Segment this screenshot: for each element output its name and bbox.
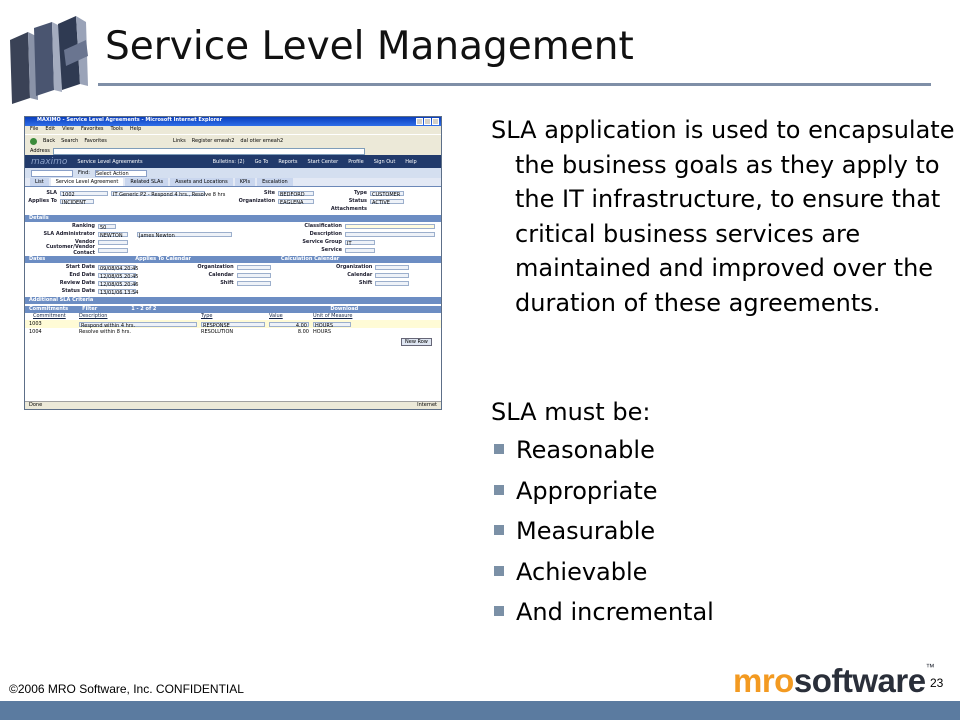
row2-value: 8.00 (297, 329, 309, 335)
row1-uom[interactable]: HOURS (313, 322, 351, 327)
favorites-button[interactable]: Favorites (84, 138, 107, 144)
ie-toolbar (25, 134, 441, 147)
calc-calendar-field[interactable] (375, 273, 409, 278)
additional-criteria-header[interactable]: Additional SLA Criteria (25, 297, 441, 304)
vendor-label: Vendor (74, 239, 95, 245)
admin-field[interactable]: NEWTON (98, 232, 128, 237)
app-tabs (25, 178, 441, 187)
ie-menu-bar (25, 126, 441, 134)
start-date-label: Start Date (65, 264, 95, 270)
vendor-field[interactable] (98, 240, 128, 245)
new-row-button[interactable]: New Row (401, 338, 432, 346)
paging-label: 1 - 2 of 2 (131, 306, 157, 312)
row1-description[interactable]: Respond within 4 hrs. (79, 322, 197, 327)
find-input[interactable] (31, 170, 73, 177)
link-otier[interactable]: dal otier emeah2 (240, 138, 284, 144)
bulletins-link[interactable]: Bulletins: (2) (212, 158, 245, 165)
col-value[interactable]: Value (269, 313, 283, 319)
status-field[interactable]: ACTIVE (370, 199, 404, 204)
copyright-notice: ©2006 MRO Software, Inc. CONFIDENTIAL (9, 682, 244, 696)
ie-status-bar (25, 401, 441, 409)
menu-favorites[interactable]: Favorites (80, 126, 104, 132)
maximo-logo: maximo (31, 156, 68, 167)
bullet-appropriate: Appropriate (516, 476, 658, 505)
find-label: Find: (78, 170, 90, 176)
maximo-header (25, 155, 441, 168)
applies-shift-label: Shift (220, 280, 234, 286)
status-date-field[interactable]: 13/01/06 13:54 (100, 289, 139, 296)
ranking-label: Ranking (72, 223, 95, 229)
col-uom[interactable]: Unit of Measure (313, 313, 353, 319)
close-icon[interactable] (432, 118, 439, 125)
applies-label: Applies To (28, 198, 57, 204)
window-title: MAXIMO - Service Level Agreements - Microsoft Internet Explorer (37, 117, 223, 123)
header-fields (25, 189, 441, 213)
page-number: 23 (930, 676, 944, 690)
review-date-field[interactable]: 12/08/05 20:46 (100, 281, 139, 288)
calc-shift-label: Shift (358, 280, 373, 286)
dates-heading: Dates (29, 256, 46, 262)
help-link[interactable]: Help (405, 158, 417, 165)
calc-org-label: Organization (336, 264, 373, 270)
applies-org-field[interactable] (237, 265, 271, 270)
window-buttons (416, 118, 439, 125)
search-button[interactable]: Search (61, 138, 79, 144)
link-register[interactable]: Register emeah2 (191, 138, 235, 144)
menu-help[interactable]: Help (129, 126, 142, 132)
row2-type: RESOLUTION (201, 329, 234, 335)
ranking-field[interactable]: 50 (98, 224, 116, 229)
row1-type[interactable]: RESPONSE (201, 322, 265, 327)
slide-title: Service Level Management (105, 24, 634, 69)
tab-assets[interactable]: Assets and Locations (170, 178, 233, 186)
start-center-link[interactable]: Start Center (307, 158, 339, 165)
tab-sla[interactable]: Service Level Agreement (51, 178, 124, 186)
service-label: Service (321, 247, 342, 253)
menu-edit[interactable]: Edit (45, 126, 56, 132)
ie-title-bar (25, 117, 441, 126)
sla-desc-field[interactable]: IT Generic P2 - Respond 4 hrs., Resolve 8 hrs (113, 191, 226, 198)
app-title: Service Level Agreements (77, 158, 143, 165)
square-bullet-icon (494, 566, 504, 576)
calc-org-field[interactable] (375, 265, 409, 270)
org-field[interactable]: EAGLENA (278, 199, 314, 204)
list-item (491, 433, 714, 474)
filter-link[interactable]: Filter (82, 306, 98, 312)
site-field[interactable]: BEDFORD (278, 191, 314, 196)
list-item (491, 555, 714, 596)
back-button[interactable]: Back (43, 138, 56, 144)
status-zone: Internet (417, 402, 437, 408)
row2-commitment: 1004 (29, 329, 42, 335)
bullet-reasonable: Reasonable (516, 436, 655, 464)
brand-tm: ™ (925, 662, 935, 672)
select-action[interactable]: Select Action (95, 170, 147, 177)
tab-related[interactable]: Related SLAs (125, 178, 168, 186)
tab-escalation[interactable]: Escalation (257, 178, 293, 186)
row1-commitment: 1003 (29, 321, 42, 327)
classification-label: Classification (304, 223, 342, 229)
status-date-label: Status Date (61, 288, 95, 294)
type-field[interactable]: CUSTOMER (370, 191, 404, 196)
col-type[interactable]: Type (201, 313, 213, 319)
row2-description: Resolve within 8 hrs. (79, 329, 131, 335)
col-description[interactable]: Description (79, 313, 108, 319)
download-link[interactable]: Download (330, 306, 359, 312)
calc-shift-field[interactable] (375, 281, 409, 286)
footer-bar (0, 701, 960, 720)
commitments-header (25, 306, 441, 313)
title-rule (98, 83, 931, 86)
calc-calendar-label: Calendar (347, 272, 373, 278)
list-item (491, 595, 714, 636)
requirements-list (491, 433, 714, 636)
description-label: Description (309, 231, 342, 237)
address-label: Address (30, 148, 50, 154)
applies-calendar-heading: Applies To Calendar (135, 256, 191, 262)
status-label: Status (348, 198, 367, 204)
contact-label: Customer/Vendor Contact (46, 244, 95, 256)
square-bullet-icon (494, 485, 504, 495)
admin-label: SLA Administrator (43, 231, 95, 237)
square-bullet-icon (494, 444, 504, 454)
org-label: Organization (238, 198, 275, 204)
review-date-label: Review Date (59, 280, 95, 286)
row2-uom: HOURS (313, 329, 332, 335)
square-bullet-icon (494, 606, 504, 616)
slide-body (491, 113, 956, 626)
end-date-field[interactable]: 12/08/05 20:45 (100, 273, 139, 280)
details-section-header[interactable]: Details (25, 215, 441, 222)
table-row[interactable] (25, 320, 441, 328)
tab-kpis[interactable]: KPIs (235, 178, 255, 186)
sign-out-link[interactable]: Sign Out (373, 158, 396, 165)
reports-link[interactable]: Reports (278, 158, 298, 165)
details-section (25, 222, 441, 254)
bullet-measurable: Measurable (516, 517, 656, 545)
menu-tools[interactable]: Tools (110, 126, 123, 132)
tab-list[interactable]: List (30, 178, 49, 186)
list-item (491, 514, 714, 555)
dates-section (25, 263, 441, 295)
col-commitment[interactable]: Commitment (33, 313, 66, 319)
service-field[interactable] (345, 248, 375, 253)
end-date-label: End Date (69, 272, 95, 278)
attachments-label[interactable]: Attachments (330, 206, 367, 212)
list-item (491, 474, 714, 515)
site-label: Site (263, 190, 275, 196)
sla-label: SLA (46, 190, 57, 196)
action-bar (25, 168, 441, 178)
applies-calendar-field[interactable] (237, 273, 271, 278)
menu-view[interactable]: View (62, 126, 74, 132)
bullet-achievable: Achievable (516, 557, 648, 586)
status-done: Done (29, 402, 43, 408)
must-heading: SLA must be: (491, 398, 651, 426)
applies-shift-field[interactable] (237, 281, 271, 286)
brand-software: software (793, 662, 926, 699)
dates-section-header[interactable] (25, 256, 441, 263)
links-label: Links (172, 138, 186, 144)
square-bullet-icon (494, 525, 504, 535)
description-field[interactable] (345, 232, 435, 237)
goto-link[interactable]: Go To (254, 158, 269, 165)
sla-description: SLA application is used to encapsulate the business goals as they apply to the IT infrastructure, to ensure that critical business services are maintained and improved over the duration of these agreements. (491, 116, 955, 317)
minimize-icon[interactable] (416, 118, 423, 125)
bullet-incremental: And incremental (516, 598, 714, 626)
table-row[interactable] (25, 328, 441, 336)
applies-calendar-label: Calendar (208, 272, 234, 278)
calc-calendar-heading: Calculation Calendar (280, 256, 340, 262)
service-group-label: Service Group (302, 239, 342, 245)
start-date-field[interactable]: 09/08/04 20:45 (100, 265, 139, 272)
type-label: Type (353, 190, 367, 196)
maximo-screenshot (24, 116, 442, 410)
applies-field[interactable]: INCIDENT (60, 199, 94, 204)
menu-file[interactable]: File (30, 126, 39, 132)
commitments-columns (25, 313, 441, 320)
row1-value[interactable]: 4.00 (269, 322, 309, 327)
admin-name-field: James Newton (137, 232, 232, 237)
back-icon[interactable] (30, 138, 37, 145)
maximize-icon[interactable] (424, 118, 431, 125)
contact-field[interactable] (98, 248, 128, 253)
profile-link[interactable]: Profile (348, 158, 364, 165)
books-logo (6, 10, 92, 106)
ie-address-bar (25, 147, 441, 155)
service-group-field[interactable]: IT (345, 240, 375, 245)
commitments-title: Commitments (29, 306, 69, 312)
classification-field[interactable] (345, 224, 435, 229)
applies-org-label: Organization (197, 264, 234, 270)
mro-software-logo (733, 662, 934, 700)
sla-field[interactable]: 1002 (60, 191, 108, 196)
brand-mro: mro (733, 662, 794, 699)
address-input[interactable] (53, 148, 365, 155)
